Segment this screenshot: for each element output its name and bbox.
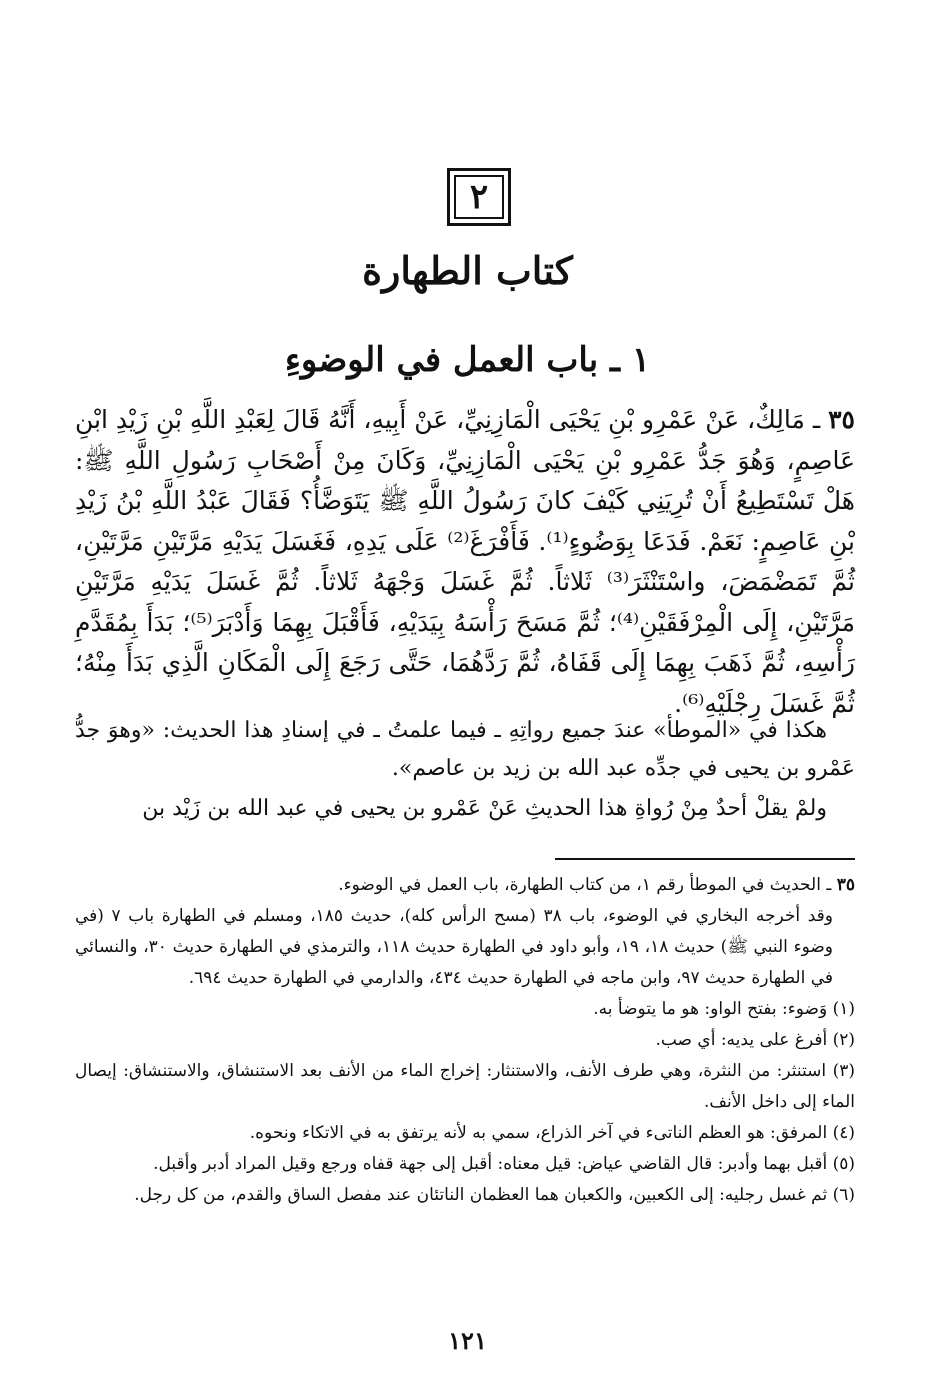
footnote-takhrij: وقد أخرجه البخاري في الوضوء، باب ٣٨ (مسح الرأس كله)، حديث ١٨٥، ومسلم في الطهارة باب ٧ (في وضوء النبي ﷺ) حديث ١٨، ١٩، وأبو داود في الطهارة حديث ١١٨، والترمذي في الطهارة حديث ٣٠، والنسائي في الطهارة حديث ٩٧، وابن ماجه في الطهارة حديث ٤٣٤، والدارمي في الطهارة حديث ٦٩٤. xyxy=(75,906,833,988)
book-title: كتاب الطهارة xyxy=(362,248,573,293)
commentary xyxy=(75,712,855,830)
chapter-number-box xyxy=(447,168,511,226)
footnote-2: (٢) أفرغ على يديه: أي صب. xyxy=(655,1030,855,1050)
footnote-3: (٣) استنثر: من النثرة، وهي طرف الأنف، والاستنثار: إخراج الماء من الأنف بعد الاستنشاق، والاستنشاق: إيصال الماء إلى داخل الأنف. xyxy=(75,1061,855,1112)
hadith-paragraph xyxy=(75,400,855,724)
commentary-paragraph-1: هكذا في «الموطأ» عندَ جميع رواتِهِ ـ فيما علمتُ ـ في إسنادِ هذا الحديث: «وهوَ جدُّ عَمْرو بن يحيى في جدِّه عبد الله بن زيد بن عاصم». xyxy=(75,718,855,781)
footnote-6: (٦) ثم غسل رجليه: إلى الكعبين، والكعبان هما العظمان الناتئان عند مفصل الساق والقدم، من كل رجل. xyxy=(134,1185,855,1205)
page-number: ١٢١ xyxy=(448,1326,487,1355)
section-title: ١ ـ باب العمل في الوضوءِ xyxy=(284,340,651,380)
chapter-number: ٢ xyxy=(469,177,489,217)
footnotes xyxy=(75,870,855,1211)
footnote-5: (٥) أقبل بهما وأدبر: قال القاضي عياض: قيل معناه: أقبل إلى جهة قفاه ورجع وقيل المراد أدبر وأقبل. xyxy=(153,1154,855,1174)
hadith-text: ـ مَالِكٌ، عَنْ عَمْرِو بْنِ يَحْيَى الْمَازِنِيِّ، عَنْ أَبِيهِ، أَنَّهُ قَالَ لِعَبْدِ اللَّهِ بْنِ زَيْدِ ابْنِ عَاصِمٍ، وَهُوَ جَدُّ عَمْرِو بْنِ يَحْيَى الْمَازِنِيِّ، وَكَانَ مِنْ أَصْحَابِ رَسُولِ اللَّهِ ﷺ: هَلْ تَسْتَطِيعُ أَنْ تُرِيَنِي كَيْفَ كانَ رَسُولُ اللَّهِ ﷺ يَتَوَضَّأُ؟ فَقَالَ عَبْدُ اللَّهِ بْنُ زَيْدِ بْنِ عَاصِمٍ: نَعَمْ. فَدَعَا بِوَضُوءٍ⁽¹⁾. فَأَفْرَغَ⁽²⁾ عَلَى يَدِهِ، فَغَسَلَ يَدَيْهِ مَرَّتَيْنِ مَرَّتَيْنِ، ثُمَّ تَمَضْمَضَ، واسْتَنْثَرَ⁽³⁾ ثَلاثاً. ثُمَّ غَسَلَ وَجْهَهُ ثَلاثاً. ثُمَّ غَسَلَ يَدَيْهِ مَرَّتَيْنِ مَرَّتَيْنِ، إِلَى الْمِرْفَقَيْنِ⁽⁴⁾؛ ثُمَّ مَسَحَ رَأْسَهُ بِيَدَيْهِ، فَأَقْبَلَ بِهِمَا وَأَدْبَرَ⁽⁵⁾؛ بَدَأَ بِمُقَدَّمِ رَأْسِهِ، ثُمَّ ذَهَبَ بِهِمَا إِلَى قَفَاهُ، ثُمَّ رَدَّهُمَا، حَتَّى رَجَعَ إِلَى الْمَكَانِ الَّذِي بَدَأَ مِنْهُ؛ ثُمَّ غَسَلَ رِجْلَيْهِ⁽⁶⁾. xyxy=(75,405,856,718)
footnote-source xyxy=(75,870,855,901)
footnote-source-text: ـ الحديث في الموطأ رقم ١، من كتاب الطهارة، باب العمل في الوضوء. xyxy=(338,875,832,895)
footnote-separator xyxy=(555,858,855,860)
footnote-source-number: ٣٥ xyxy=(836,875,855,895)
hadith-number: ٣٥ xyxy=(828,405,855,434)
footnote-4: (٤) المرفق: هو العظم الناتىء في آخر الذراع، سمي به لأنه يرتفق به في الاتكاء ونحوه. xyxy=(249,1123,855,1143)
hadith-body xyxy=(75,400,855,724)
footnote-1: (١) وَضوء: بفتح الواو: هو ما يتوضأ به. xyxy=(593,999,855,1019)
commentary-paragraph-2: ولمْ يقلْ أحدٌ مِنْ رُواةِ هذا الحديثِ عَنْ عَمْرو بن يحيى في عبد الله بن زَيْد بن xyxy=(142,796,827,821)
